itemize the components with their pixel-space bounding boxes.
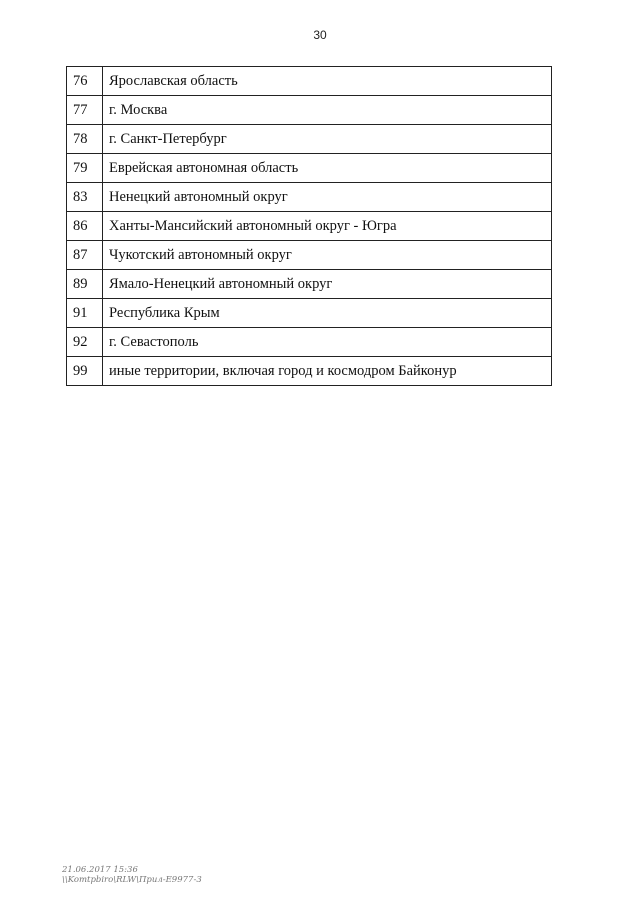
regions-table [66, 66, 552, 386]
region-code: 89 [67, 270, 103, 299]
table-row [67, 241, 552, 270]
table-row [67, 299, 552, 328]
region-name: г. Москва [103, 96, 552, 125]
region-code: 86 [67, 212, 103, 241]
region-code: 87 [67, 241, 103, 270]
region-name: Чукотский автономный округ [103, 241, 552, 270]
region-code: 92 [67, 328, 103, 357]
region-code: 76 [67, 67, 103, 96]
region-name: иные территории, включая город и космодром Байконур [103, 357, 552, 386]
table-row [67, 270, 552, 299]
table-row [67, 67, 552, 96]
region-code: 78 [67, 125, 103, 154]
region-name: Ямало-Ненецкий автономный округ [103, 270, 552, 299]
table-row [67, 125, 552, 154]
region-code: 83 [67, 183, 103, 212]
region-name: Еврейская автономная область [103, 154, 552, 183]
region-code: 79 [67, 154, 103, 183]
table-row [67, 183, 552, 212]
region-name: Ханты-Мансийский автономный округ - Югра [103, 212, 552, 241]
table-row [67, 328, 552, 357]
region-name: Республика Крым [103, 299, 552, 328]
table-row [67, 96, 552, 125]
region-code: 77 [67, 96, 103, 125]
footer-timestamp: 21.06.2017 15:36 [62, 865, 138, 875]
region-name: г. Севастополь [103, 328, 552, 357]
footer-file-path: \\Komtpbiro\RLW\Прил-E9977-3 [62, 874, 202, 885]
table-row [67, 357, 552, 386]
page-number: 30 [313, 28, 327, 42]
table-row [67, 154, 552, 183]
region-name: Ярославская область [103, 67, 552, 96]
region-code: 91 [67, 299, 103, 328]
table-row [67, 212, 552, 241]
region-code: 99 [67, 357, 103, 386]
region-name: г. Санкт-Петербург [103, 125, 552, 154]
region-name: Ненецкий автономный округ [103, 183, 552, 212]
document-footer [62, 866, 202, 886]
